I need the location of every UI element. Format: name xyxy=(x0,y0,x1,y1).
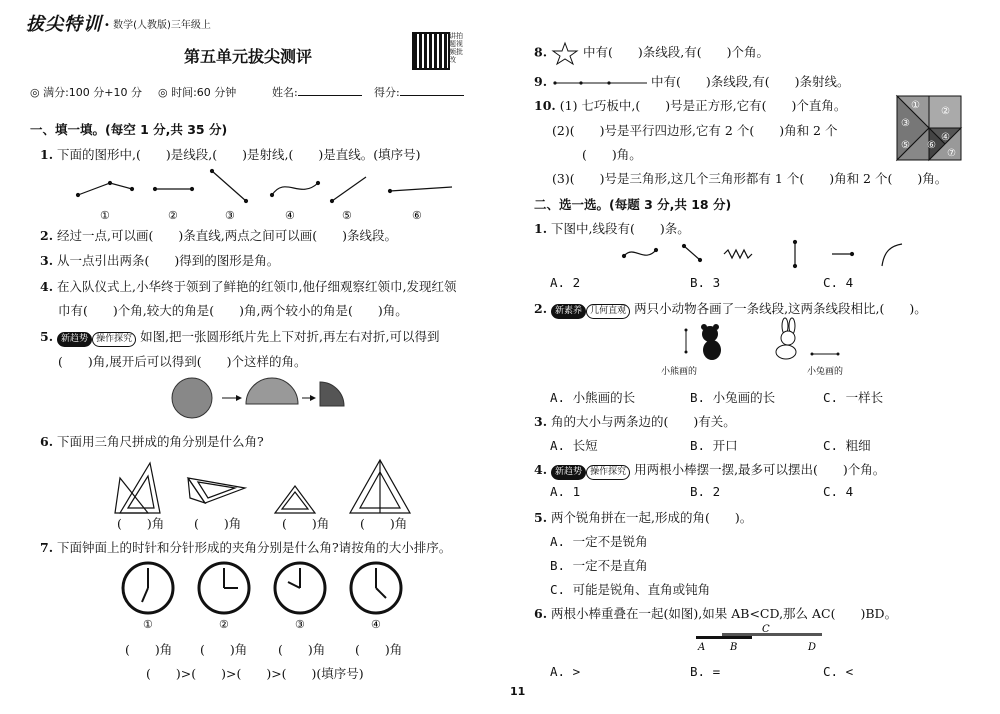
tangram-label-5: ⑤ xyxy=(901,140,910,151)
c3-text: 3. 角的大小与两条边的( )有关。 xyxy=(534,414,736,429)
c1-option-c[interactable]: C. 4 xyxy=(823,275,854,290)
q1-label-5: ⑤ xyxy=(342,209,352,222)
c2-option-b[interactable]: B. 小兔画的长 xyxy=(690,390,776,405)
q4-line1: 4. 在入队仪式上,小华终于领到了鲜艳的红领巾,他仔细观察红领巾,发现红领 xyxy=(40,279,457,294)
c4-option-c[interactable]: C. 4 xyxy=(823,484,854,499)
q4-line2: 巾有( )个角,较大的角是( )角,两个较小的角是( )角。 xyxy=(58,303,408,318)
point-d: D xyxy=(808,642,817,653)
star-icon xyxy=(551,42,579,64)
q9-line-figure xyxy=(551,78,647,88)
qr-code-icon[interactable] xyxy=(412,32,450,70)
q7-blank-4[interactable]: ( )角 xyxy=(355,642,403,657)
c3-option-b[interactable]: B. 开口 xyxy=(690,438,738,453)
exam-time: ◎ 时间:60 分钟 xyxy=(158,86,237,99)
q7-label-2: ② xyxy=(219,618,229,631)
q10-line1: 10. (1) 七巧板中,( )号是正方形,它有( )个直角。 xyxy=(534,98,847,113)
q5-line2: ( )角,展开后可以得到( )个这样的角。 xyxy=(58,354,307,369)
point-b: B xyxy=(730,642,738,653)
tag-geometry: 几何直观 xyxy=(586,304,630,319)
tangram-label-2: ② xyxy=(941,106,950,117)
tangram-figure xyxy=(897,96,961,160)
q3-text: 3. 从一点引出两条( )得到的图形是角。 xyxy=(40,253,280,268)
rabbit-icon xyxy=(776,318,796,359)
q5-line1: 5. 新趋势 操作探究 如图,把一张圆形纸片先上下对折,再左右对折,可以得到 xyxy=(40,327,439,347)
q7-label-3: ③ xyxy=(295,618,305,631)
c3-option-c[interactable]: C. 粗细 xyxy=(823,438,871,453)
q1-label-3: ③ xyxy=(225,209,235,222)
q6-blank-4[interactable]: ( )角 xyxy=(360,516,408,531)
q1-label-6: ⑥ xyxy=(412,209,422,222)
c2-option-a[interactable]: A. 小熊画的长 xyxy=(550,390,636,405)
name-field[interactable] xyxy=(272,84,362,100)
score-field[interactable] xyxy=(374,84,464,100)
bear-label: 小熊画的 xyxy=(661,367,698,377)
q1-label-2: ② xyxy=(168,209,178,222)
c2-text: 2. 新素养 几何直观 两只小动物各画了一条线段,这两条线段相比,( )。 xyxy=(534,299,927,319)
c5-option-c[interactable]: C. 可能是锐角、直角或钝角 xyxy=(550,582,711,597)
tag-operation: 操作探究 xyxy=(92,332,136,347)
brand-logo: 拔尖特训 xyxy=(26,14,102,35)
c1-text: 1. 下图中,线段有( )条。 xyxy=(534,221,690,236)
tangram-label-7: ⑦ xyxy=(947,148,956,159)
book-subtitle: • 数学(人教版)三年级上 xyxy=(104,20,211,31)
qr-label: 讲拍题视频批改 xyxy=(449,32,463,64)
tag-new-literacy: 新素养 xyxy=(551,304,586,319)
tag-new-trend: 新趋势 xyxy=(57,332,92,347)
section2-heading: 二、选一选。(每题 3 分,共 18 分) xyxy=(534,197,732,212)
q7-blank-2[interactable]: ( )角 xyxy=(200,642,248,657)
c6-text: 6. 两根小棒重叠在一起(如图),如果 AB<CD,那么 AC( )BD。 xyxy=(534,606,898,621)
q2-text: 2. 经过一点,可以画( )条直线,两点之间可以画( )条线段。 xyxy=(40,228,398,243)
q7-text: 7. 下面钟面上的时针和分针形成的夹角分别是什么角?请按角的大小排序。 xyxy=(40,540,452,555)
q8-text: 8. 中有( )条线段,有( )个角。 xyxy=(534,42,769,64)
c6-option-a[interactable]: A. > xyxy=(550,664,581,679)
bear-icon xyxy=(701,324,721,360)
tag-new-trend-2: 新趋势 xyxy=(551,465,586,480)
c3-option-a[interactable]: A. 长短 xyxy=(550,438,598,453)
q7-blank-1[interactable]: ( )角 xyxy=(125,642,173,657)
c1-figures xyxy=(620,240,920,270)
page-title: 第五单元拔尖测评 xyxy=(184,47,313,66)
q5-folding-figure xyxy=(170,376,370,420)
q6-blank-1[interactable]: ( )角 xyxy=(117,516,165,531)
name-label: 姓名: xyxy=(272,86,298,99)
q7-label-4: ④ xyxy=(371,618,381,631)
q6-blank-2[interactable]: ( )角 xyxy=(194,516,242,531)
tangram-label-6: ⑥ xyxy=(927,140,936,151)
q10-line3: ( )角。 xyxy=(582,147,642,162)
c2-option-c[interactable]: C. 一样长 xyxy=(823,390,884,405)
c4-option-a[interactable]: A. 1 xyxy=(550,484,581,499)
c1-option-a[interactable]: A. 2 xyxy=(550,275,581,290)
tag-operation-2: 操作探究 xyxy=(586,465,630,480)
score-label: 得分: xyxy=(374,86,400,99)
q10-line4: (3)( )号是三角形,这几个三角形都有 1 个( )角和 2 个( )角。 xyxy=(552,171,948,186)
c4-text: 4. 新趋势 操作探究 用两根小棒摆一摆,最多可以摆出( )个角。 xyxy=(534,460,885,480)
page-number: 11 xyxy=(510,685,526,698)
c6-option-c[interactable]: C. < xyxy=(823,664,854,679)
q7-order[interactable]: ( )>( )>( )>( )(填序号) xyxy=(146,666,364,681)
q6-text: 6. 下面用三角尺拼成的角分别是什么角? xyxy=(40,434,264,449)
q7-clocks xyxy=(120,560,420,634)
q1-text: 1. 下面的图形中,( )是线段,( )是射线,( )是直线。(填序号) xyxy=(40,147,421,162)
q10-line2: (2)( )号是平行四边形,它有 2 个( )角和 2 个 xyxy=(552,123,838,138)
c5-option-a[interactable]: A. 一定不是锐角 xyxy=(550,534,648,549)
c6-option-b[interactable]: B. = xyxy=(690,664,721,679)
tangram-label-3: ③ xyxy=(901,118,910,129)
c5-text: 5. 两个锐角拼在一起,形成的角( )。 xyxy=(534,510,753,525)
point-a: A xyxy=(698,642,706,653)
c6-sticks xyxy=(692,624,832,654)
tangram-label-1: ① xyxy=(911,100,920,111)
total-score: ◎ 满分:100 分+10 分 xyxy=(30,86,143,99)
c4-option-b[interactable]: B. 2 xyxy=(690,484,721,499)
q9-text: 9. 中有( )条线段,有( )条射线。 xyxy=(534,74,850,89)
c1-option-b[interactable]: B. 3 xyxy=(690,275,721,290)
c5-option-b[interactable]: B. 一定不是直角 xyxy=(550,558,648,573)
point-c: C xyxy=(762,624,770,635)
section1-heading: 一、填一填。(每空 1 分,共 35 分) xyxy=(30,122,228,137)
q6-blank-3[interactable]: ( )角 xyxy=(282,516,330,531)
c2-animals xyxy=(680,322,880,374)
q1-figures xyxy=(60,165,420,225)
q6-set-squares xyxy=(110,458,430,518)
rabbit-label: 小兔画的 xyxy=(807,367,844,377)
tangram-label-4: ④ xyxy=(941,132,950,143)
q1-label-1: ① xyxy=(100,209,110,222)
q1-label-4: ④ xyxy=(285,209,295,222)
q7-blank-3[interactable]: ( )角 xyxy=(278,642,326,657)
q7-label-1: ① xyxy=(143,618,153,631)
